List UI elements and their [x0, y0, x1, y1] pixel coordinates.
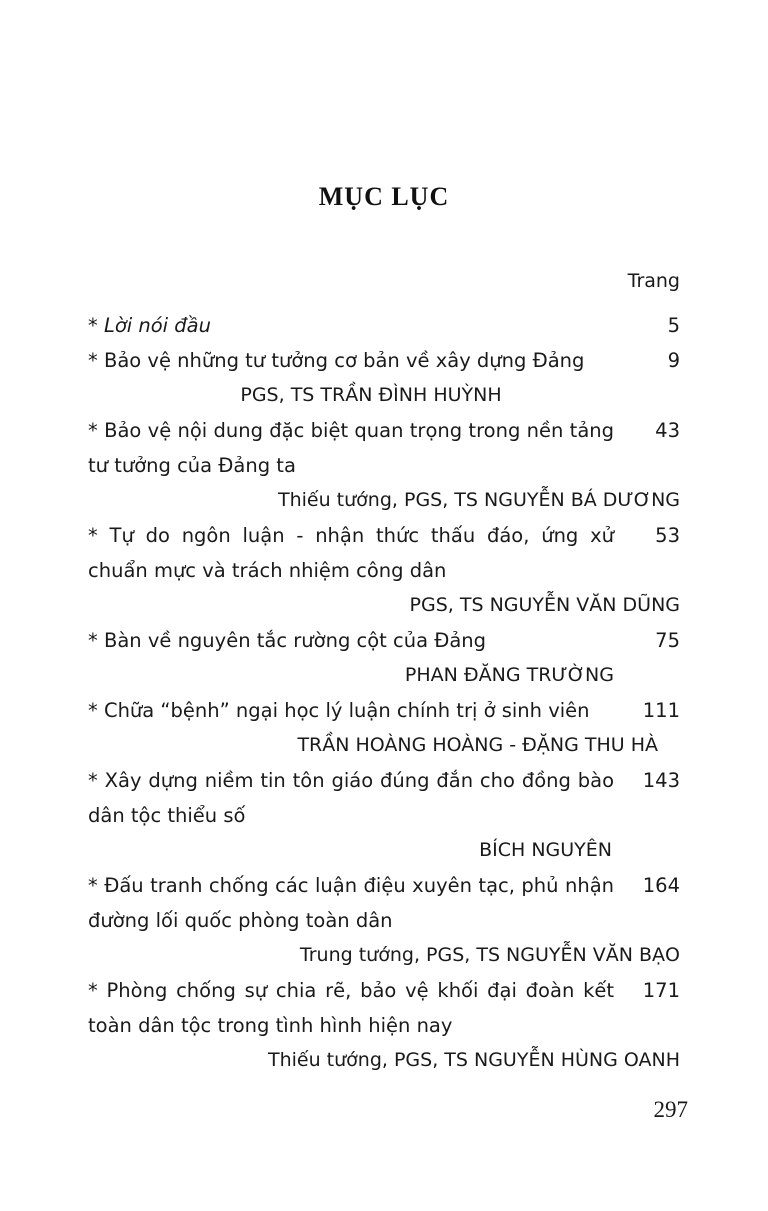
toc-entry-title: [88, 763, 622, 833]
toc-entry-title: [88, 308, 622, 343]
list-item[interactable]: [88, 308, 680, 343]
toc-entry-author: BÍCH NGUYÊN: [479, 839, 612, 861]
toc-entry-author: TRẦN HOÀNG HOÀNG - ĐẶNG THU HÀ: [297, 734, 658, 756]
toc-entry-title: [88, 623, 622, 658]
entry-title-text: Bảo vệ nội dung đặc biệt quan trọng trong nền tảng tư tưởng của Đảng ta: [88, 419, 621, 477]
toc-entry-title: [88, 518, 622, 588]
list-item[interactable]: [88, 413, 680, 518]
toc-entry-page: 171: [642, 979, 680, 1002]
toc-entry-page: 53: [655, 524, 680, 547]
entry-title-text: Chữa “bệnh” ngại học lý luận chính trị ở sinh viên: [103, 699, 590, 722]
toc-entry-author: Thiếu tướng, PGS, TS NGUYỄN HÙNG OANH: [267, 1049, 680, 1071]
entry-marker: *: [88, 314, 98, 337]
toc-entry-title: [88, 973, 622, 1043]
folio-page-number: 297: [653, 1097, 688, 1122]
toc-entry-author: Thiếu tướng, PGS, TS NGUYỄN BÁ DƯƠNG: [277, 489, 680, 511]
toc-entry-page: 75: [655, 629, 680, 652]
toc-entry-author: Trung tướng, PGS, TS NGUYỄN VĂN BẠO: [299, 944, 680, 966]
list-item[interactable]: [88, 973, 680, 1078]
list-item[interactable]: [88, 343, 680, 413]
entry-marker: *: [88, 699, 98, 722]
toc-entry-author: PGS, TS NGUYỄN VĂN DŨNG: [409, 594, 680, 616]
entry-title-text: Bàn về nguyên tắc rường cột của Đảng: [103, 629, 487, 652]
toc-entry-author: PHAN ĐĂNG TRƯỜNG: [404, 664, 614, 686]
entry-title-text: Xây dựng niềm tin tôn giáo đúng đắn cho đồng bào dân tộc thiểu số: [88, 769, 621, 827]
toc-entry-page: 43: [655, 419, 680, 442]
toc-entry-page: 111: [642, 699, 680, 722]
toc-entry-page: 143: [642, 769, 680, 792]
toc-entry-page: 9: [667, 349, 680, 372]
entry-marker: *: [88, 769, 98, 792]
toc-entry-page: 164: [642, 874, 680, 897]
toc-entry-title: [88, 693, 622, 728]
list-item[interactable]: [88, 763, 680, 868]
entry-title-text: Bảo vệ những tư tưởng cơ bản về xây dựng Đảng: [103, 349, 585, 372]
toc-entry-title: [88, 868, 622, 938]
list-item[interactable]: [88, 868, 680, 973]
toc-entry-title: [88, 413, 622, 483]
toc-entry-page: 5: [667, 314, 680, 337]
list-item[interactable]: [88, 518, 680, 623]
page-column-header: Trang: [627, 270, 680, 292]
entry-marker: *: [88, 629, 98, 652]
entry-title-text: Đấu tranh chống các luận điệu xuyên tạc, phủ nhận đường lối quốc phòng toàn dân: [88, 874, 621, 932]
toc-entry-list: [88, 308, 680, 1078]
entry-title-text: Lời nói đầu: [103, 314, 211, 337]
toc-entry-title: [88, 343, 622, 378]
entry-marker: *: [88, 979, 98, 1002]
entry-marker: *: [88, 874, 98, 897]
entry-marker: *: [88, 419, 98, 442]
page-title: MỤC LỤC: [318, 182, 450, 211]
entry-title-text: Phòng chống sự chia rẽ, bảo vệ khối đại đoàn kết toàn dân tộc trong tình hình hiện nay: [88, 979, 621, 1037]
list-item[interactable]: [88, 693, 680, 763]
entry-marker: *: [88, 349, 98, 372]
entry-title-text: Tự do ngôn luận - nhận thức thấu đáo, ứng xử chuẩn mực và trách nhiệm công dân: [88, 524, 621, 582]
entry-marker: *: [88, 524, 98, 547]
toc-entry-author: PGS, TS TRẦN ĐÌNH HUỲNH: [240, 384, 502, 406]
list-item[interactable]: [88, 623, 680, 693]
